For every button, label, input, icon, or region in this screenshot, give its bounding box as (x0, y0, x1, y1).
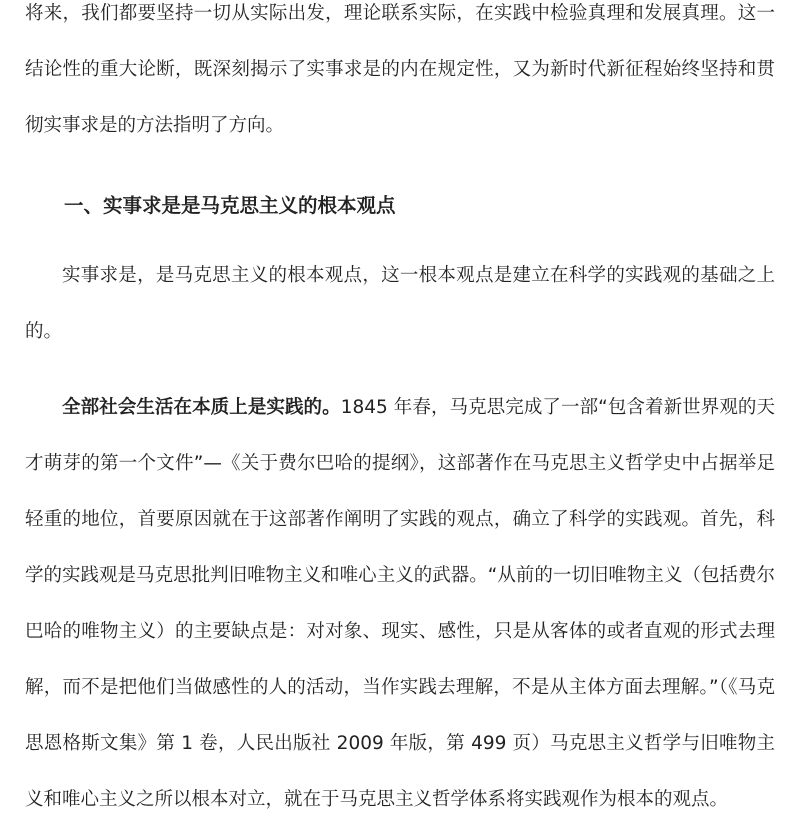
paragraph-2 (25, 380, 775, 828)
paragraph-2-lead: 全部社会生活在本质上是实践的。 (62, 397, 341, 418)
paragraph-1: 实事求是，是马克思主义的根本观点，这一根本观点是建立在科学的实践观的基础之上的。 (25, 265, 775, 342)
article-body (25, 0, 775, 828)
paragraph-2-body: 1845 年春，马克思完成了一部“包含着新世界观的天才萌芽的第一个文件”—《关于费尔巴哈的提纲》，这部著作在马克思主义哲学史中占据举足轻重的地位，首要原因就在于这部著作阐明了实践的观点，确立了科学的实践观。首先，科学的实践观是马克思批判旧唯物主义和唯心主义的武器。“从前的一切旧唯物主义（包括费尔巴哈的唯物主义）的主要缺点是：对对象、现实、感性，只是从客体的或者直观的形式去理解，而不是把他们当做感性的人的活动，当作实践去理解，不是从主体方面去理解。”（《马克思恩格斯文集》第 1 卷，人民出版社 2009 年版，第 499 页）马克思主义哲学与旧唯物主义和唯心主义之所以根本对立，就在于马克思主义哲学体系将实践观作为根本的观点。 (25, 397, 775, 810)
intro-paragraph: 将来，我们都要坚持一切从实际出发，理论联系实际，在实践中检验真理和发展真理。这一结论性的重大论断，既深刻揭示了实事求是的内在规定性，又为新时代新征程始终坚持和贯彻实事求是的方法指明了方向。 (25, 3, 775, 136)
section-heading: 一、实事求是是马克思主义的根本观点 (64, 194, 396, 217)
